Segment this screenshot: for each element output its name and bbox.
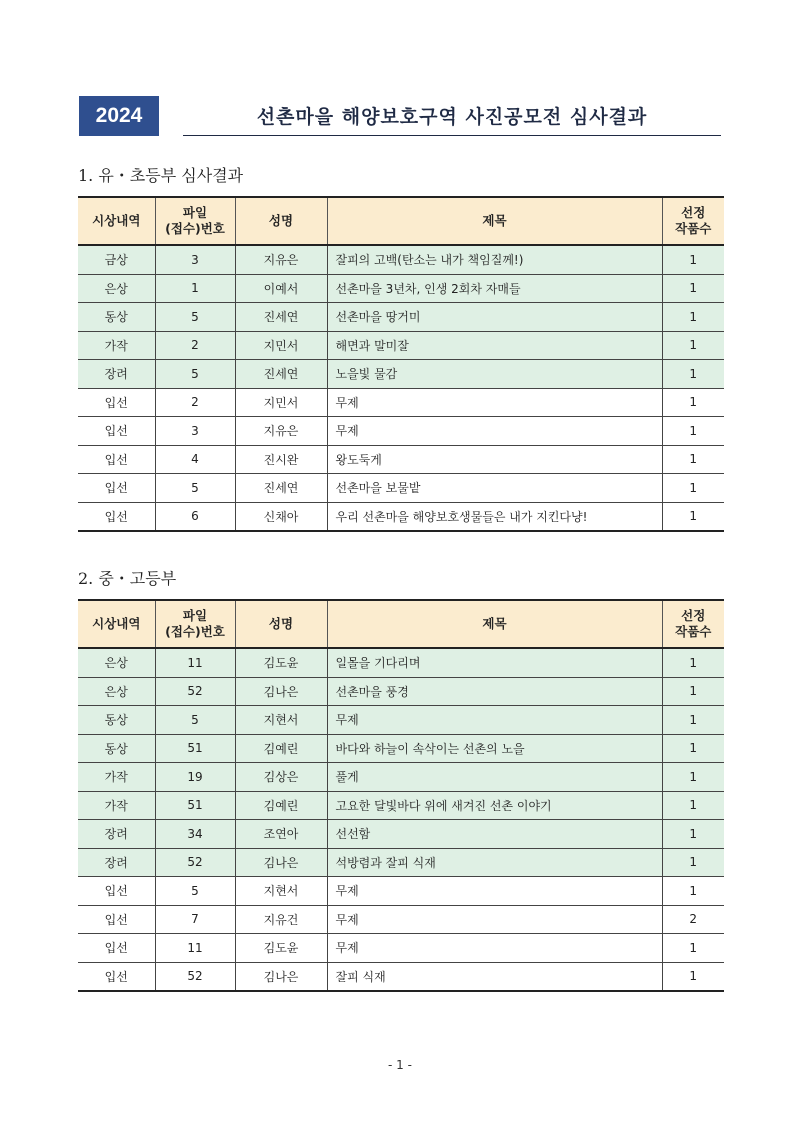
title-cell: 무제 [327, 706, 662, 735]
table-row [78, 417, 724, 446]
name-cell: 진세연 [235, 303, 327, 332]
file-number-cell: 5 [155, 303, 235, 332]
section-heading-elementary: 1. 유・초등부 심사결과 [78, 166, 244, 185]
file-number-cell: 19 [155, 763, 235, 792]
table-row [78, 274, 724, 303]
column-header-award: 시상내역 [78, 197, 155, 245]
file-number-cell: 52 [155, 677, 235, 706]
table-row [78, 360, 724, 389]
column-header-count: 선정 작품수 [662, 600, 724, 648]
table-row [78, 877, 724, 906]
award-cell: 동상 [78, 303, 155, 332]
count-cell: 1 [662, 820, 724, 849]
file-number-cell: 4 [155, 445, 235, 474]
count-cell: 1 [662, 303, 724, 332]
count-cell: 1 [662, 331, 724, 360]
file-number-cell: 11 [155, 648, 235, 677]
table-row [78, 962, 724, 991]
title-cell: 선촌마을 땅거미 [327, 303, 662, 332]
file-number-cell: 52 [155, 848, 235, 877]
name-cell: 김예린 [235, 791, 327, 820]
award-cell: 은상 [78, 648, 155, 677]
table-row [78, 331, 724, 360]
file-number-cell: 5 [155, 706, 235, 735]
name-cell: 김나은 [235, 677, 327, 706]
results-table-elementary [78, 196, 724, 532]
count-cell: 1 [662, 648, 724, 677]
section-heading-secondary: 2. 중・고등부 [78, 569, 177, 588]
column-header-count: 선정 작품수 [662, 197, 724, 245]
title-cell: 바다와 하늘이 속삭이는 선촌의 노을 [327, 734, 662, 763]
award-cell: 입선 [78, 962, 155, 991]
file-number-cell: 5 [155, 877, 235, 906]
name-cell: 김도윤 [235, 648, 327, 677]
name-cell: 지민서 [235, 388, 327, 417]
table-row [78, 820, 724, 849]
name-cell: 김도윤 [235, 934, 327, 963]
name-cell: 지민서 [235, 331, 327, 360]
file-number-cell: 3 [155, 417, 235, 446]
file-number-cell: 2 [155, 388, 235, 417]
count-cell: 1 [662, 877, 724, 906]
title-cell: 고요한 달빛바다 위에 새겨진 선촌 이야기 [327, 791, 662, 820]
name-cell: 신채아 [235, 502, 327, 531]
column-header-name: 성명 [235, 197, 327, 245]
title-cell: 노을빛 물감 [327, 360, 662, 389]
column-header-title: 제목 [327, 600, 662, 648]
table-row [78, 388, 724, 417]
file-number-cell: 1 [155, 274, 235, 303]
award-cell: 입선 [78, 905, 155, 934]
award-cell: 입선 [78, 474, 155, 503]
table-header-row [78, 600, 724, 648]
table-row [78, 303, 724, 332]
column-header-file-number: 파일 (접수)번호 [155, 600, 235, 648]
name-cell: 김나은 [235, 848, 327, 877]
title-cell: 선촌마을 풍경 [327, 677, 662, 706]
award-cell: 동상 [78, 706, 155, 735]
table-row [78, 474, 724, 503]
name-cell: 조연아 [235, 820, 327, 849]
file-number-cell: 5 [155, 474, 235, 503]
award-cell: 입선 [78, 388, 155, 417]
file-number-cell: 3 [155, 245, 235, 274]
table-row [78, 648, 724, 677]
name-cell: 진세연 [235, 360, 327, 389]
count-cell: 1 [662, 445, 724, 474]
column-header-award: 시상내역 [78, 600, 155, 648]
name-cell: 지현서 [235, 877, 327, 906]
column-header-file-number: 파일 (접수)번호 [155, 197, 235, 245]
award-cell: 입선 [78, 445, 155, 474]
title-cell: 무제 [327, 417, 662, 446]
title-cell: 일몰을 기다리며 [327, 648, 662, 677]
title-cell: 무제 [327, 905, 662, 934]
count-cell: 1 [662, 763, 724, 792]
count-cell: 1 [662, 474, 724, 503]
award-cell: 은상 [78, 274, 155, 303]
file-number-cell: 7 [155, 905, 235, 934]
year-badge: 2024 [79, 96, 159, 136]
award-cell: 은상 [78, 677, 155, 706]
name-cell: 이예서 [235, 274, 327, 303]
name-cell: 진세연 [235, 474, 327, 503]
table-row [78, 905, 724, 934]
name-cell: 지유건 [235, 905, 327, 934]
file-number-cell: 2 [155, 331, 235, 360]
title-cell: 잘피 식재 [327, 962, 662, 991]
table-row [78, 706, 724, 735]
count-cell: 1 [662, 791, 724, 820]
award-cell: 가작 [78, 331, 155, 360]
title-cell: 잘피의 고백(탄소는 내가 책임질께!) [327, 245, 662, 274]
title-cell: 선촌마을 보물밭 [327, 474, 662, 503]
count-cell: 1 [662, 706, 724, 735]
title-cell: 해면과 말미잘 [327, 331, 662, 360]
award-cell: 장려 [78, 820, 155, 849]
table-header-row [78, 197, 724, 245]
table-row [78, 245, 724, 274]
file-number-cell: 11 [155, 934, 235, 963]
name-cell: 김상은 [235, 763, 327, 792]
award-cell: 입선 [78, 877, 155, 906]
page-title: 선촌마을 해양보호구역 사진공모전 심사결과 [256, 105, 648, 128]
document-header [79, 96, 721, 138]
title-cell: 무제 [327, 388, 662, 417]
results-table-secondary [78, 599, 724, 992]
count-cell: 2 [662, 905, 724, 934]
title-cell: 우리 선촌마을 해양보호생물들은 내가 지킨다냥! [327, 502, 662, 531]
count-cell: 1 [662, 502, 724, 531]
name-cell: 지유은 [235, 417, 327, 446]
title-cell: 무제 [327, 877, 662, 906]
count-cell: 1 [662, 934, 724, 963]
count-cell: 1 [662, 388, 724, 417]
file-number-cell: 52 [155, 962, 235, 991]
table-row [78, 791, 724, 820]
title-underline [183, 135, 721, 136]
count-cell: 1 [662, 962, 724, 991]
name-cell: 진시완 [235, 445, 327, 474]
count-cell: 1 [662, 417, 724, 446]
award-cell: 입선 [78, 502, 155, 531]
file-number-cell: 6 [155, 502, 235, 531]
table-row [78, 445, 724, 474]
award-cell: 가작 [78, 763, 155, 792]
table-row [78, 734, 724, 763]
table-row [78, 502, 724, 531]
title-cell: 석방렴과 잘피 식재 [327, 848, 662, 877]
count-cell: 1 [662, 677, 724, 706]
column-header-name: 성명 [235, 600, 327, 648]
award-cell: 입선 [78, 417, 155, 446]
award-cell: 장려 [78, 360, 155, 389]
table-row [78, 934, 724, 963]
award-cell: 가작 [78, 791, 155, 820]
count-cell: 1 [662, 274, 724, 303]
title-cell: 왕도둑게 [327, 445, 662, 474]
award-cell: 장려 [78, 848, 155, 877]
count-cell: 1 [662, 734, 724, 763]
title-cell: 무제 [327, 934, 662, 963]
file-number-cell: 51 [155, 734, 235, 763]
file-number-cell: 51 [155, 791, 235, 820]
name-cell: 지유은 [235, 245, 327, 274]
table-row [78, 848, 724, 877]
name-cell: 김나은 [235, 962, 327, 991]
table-row [78, 677, 724, 706]
award-cell: 금상 [78, 245, 155, 274]
count-cell: 1 [662, 848, 724, 877]
column-header-title: 제목 [327, 197, 662, 245]
count-cell: 1 [662, 360, 724, 389]
page-number: - 1 - [388, 1058, 412, 1072]
count-cell: 1 [662, 245, 724, 274]
title-cell: 선촌마을 3년차, 인생 2회차 자매들 [327, 274, 662, 303]
file-number-cell: 5 [155, 360, 235, 389]
award-cell: 입선 [78, 934, 155, 963]
table-row [78, 763, 724, 792]
file-number-cell: 34 [155, 820, 235, 849]
title-cell: 풀게 [327, 763, 662, 792]
award-cell: 동상 [78, 734, 155, 763]
name-cell: 지현서 [235, 706, 327, 735]
title-cell: 선선함 [327, 820, 662, 849]
name-cell: 김예린 [235, 734, 327, 763]
